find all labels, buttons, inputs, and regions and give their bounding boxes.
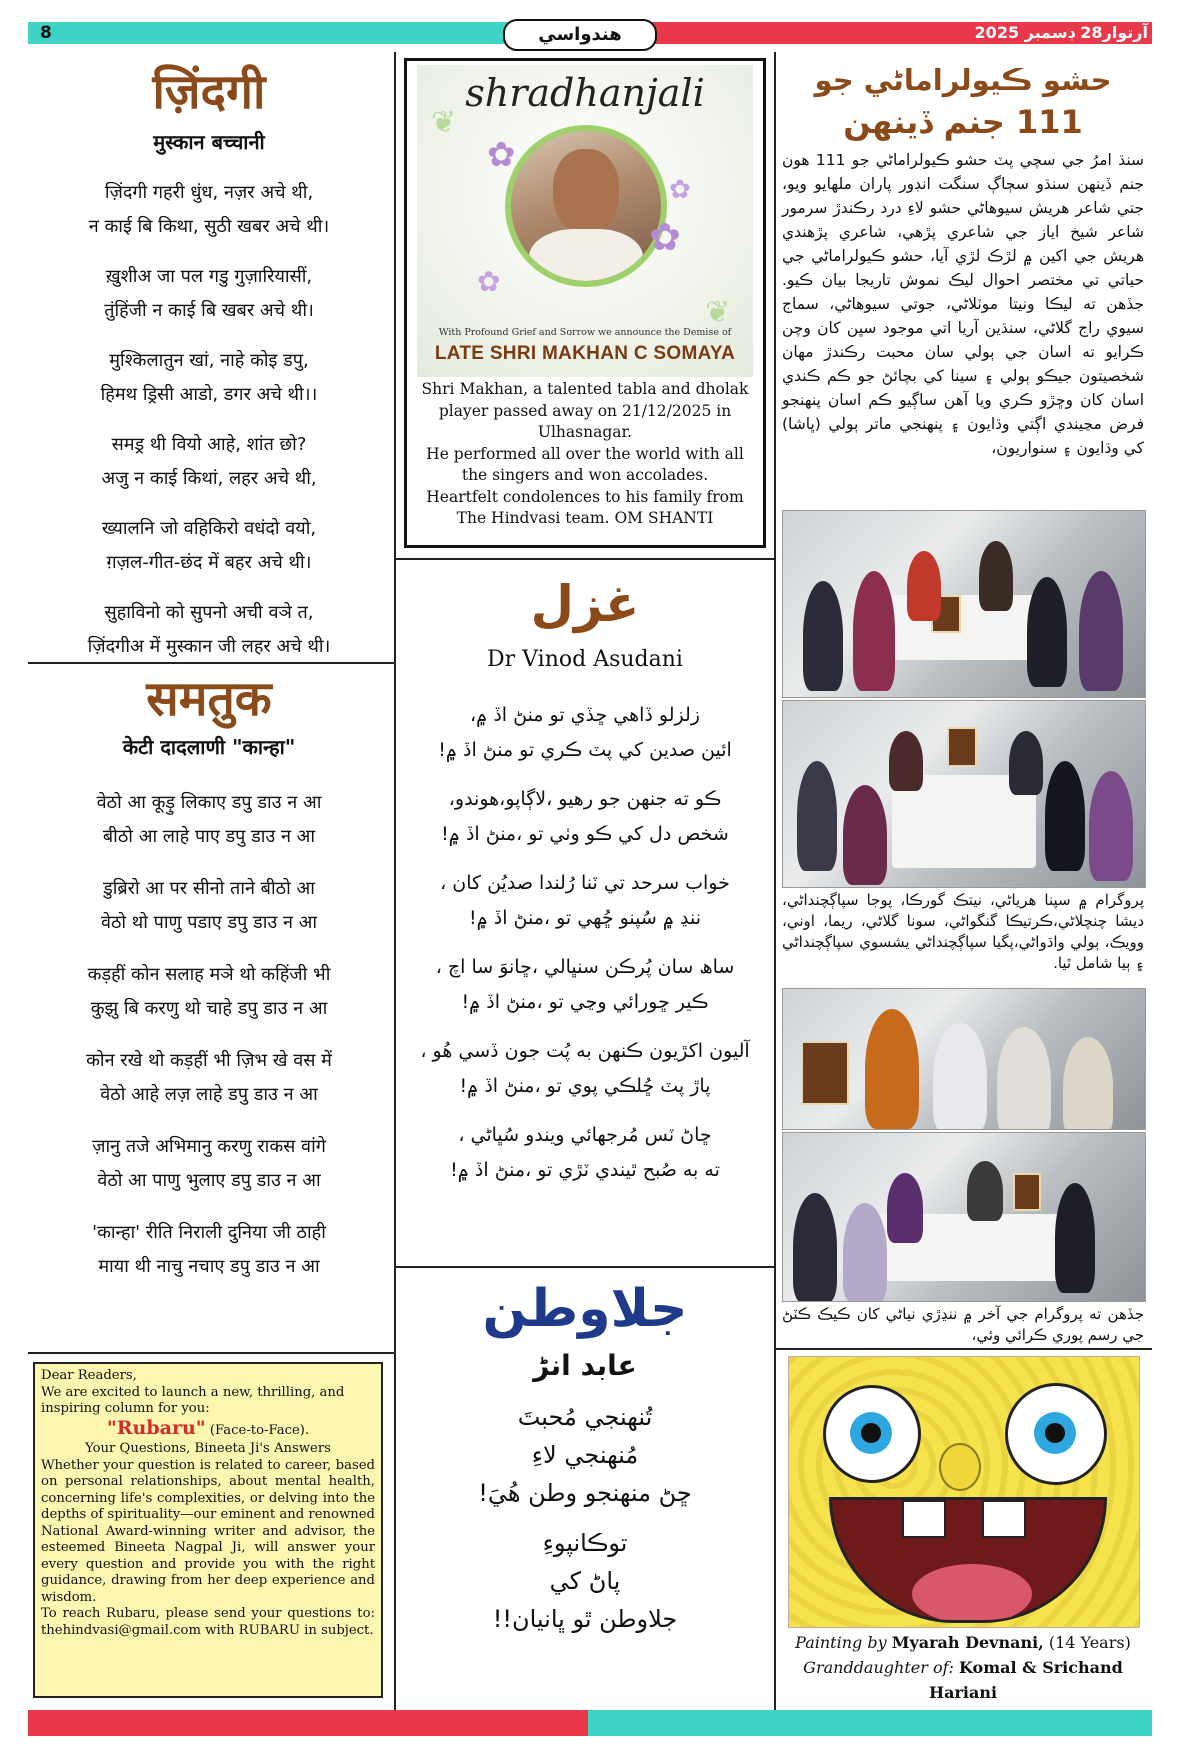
zindagi-stanza	[28, 428, 390, 496]
ghazal-couplet	[400, 698, 770, 768]
granddaughter-label: Granddaughter of:	[803, 1658, 954, 1677]
jalawatan-line: توڪانپوءِ	[542, 1529, 628, 1557]
ghazal-line: ته به صُبح ٿيندي ٽڙي تو ،منڻ اڏ ۾!	[450, 1159, 720, 1181]
ghazal-line: پاڙ پٽ ڇُلڪي پوي تو ،منڻ اڏ ۾!	[459, 1075, 711, 1097]
samtuk-title: समतुक	[146, 671, 272, 727]
masthead	[503, 19, 657, 51]
leaf-icon: ❦	[431, 105, 457, 140]
jalawatan-poem	[400, 1398, 770, 1638]
shradhanjali-announce: With Profound Grief and Sorrow we announce the Demise of	[438, 327, 732, 338]
event-photo-3	[782, 988, 1146, 1130]
section-divider-right	[774, 1348, 1152, 1350]
rubaru-intro: We are excited to launch a new, thrilling, and inspiring column for you:	[41, 1384, 345, 1416]
jalawatan-title: جلاوطن	[482, 1279, 688, 1339]
zindagi-line: न काई बि किथा, सुठी खबर अचे थी।	[88, 216, 330, 237]
flower-icon: ✿	[487, 135, 516, 175]
zindagi-line: अजु न काई किथां, लहर अचे थी,	[101, 468, 317, 489]
rubaru-greeting: Dear Readers,	[41, 1368, 137, 1383]
event-photo-1	[782, 510, 1146, 698]
jalawatan-stanza	[400, 1398, 770, 1512]
masthead-text: هندواسي	[538, 24, 622, 45]
flower-icon: ✿	[477, 265, 501, 298]
event-photo-4	[782, 1132, 1146, 1302]
jalawatan-line: جلاوطن ٿو ڀانيان!!	[492, 1605, 678, 1633]
zindagi-line: ज़िंदगीअ में मुस्कान जी लहर अचे थी।	[87, 636, 331, 657]
ghazal-couplet	[400, 866, 770, 936]
ghazal-title: غزل	[530, 575, 640, 633]
spongebob-painting	[788, 1356, 1140, 1628]
grandparents-names: Komal & Srichand Hariani	[928, 1658, 1123, 1702]
zindagi-stanza	[28, 260, 390, 328]
samtuk-line: वेठो थो पाणु पडाए डपु डाउ न आ	[100, 912, 318, 933]
flower-icon: ✿	[649, 215, 681, 259]
samtuk-stanza	[28, 1044, 390, 1112]
zindagi-line: ख़ुशीअ जा पल गडु गुज़ारियासीं,	[105, 266, 313, 287]
zindagi-line: समड्र थी वियो आहे, शांत छो?	[111, 434, 307, 455]
ghazal-line: ننڍ ۾ سُپنو ڇُهي تو ،منڻ اڏ ۾!	[468, 907, 702, 929]
rubaru-heading	[41, 1416, 375, 1440]
ghazal-line: آليون اکڙيون ڪنهن به پُت جون ڏسي هُو ،	[420, 1040, 750, 1062]
zindagi-stanza	[28, 176, 390, 244]
footer-bar-red	[28, 1710, 588, 1736]
jalawatan-author: عابد انڑ	[533, 1349, 637, 1382]
ghazal-couplet	[400, 1034, 770, 1104]
portrait-shirt	[529, 229, 643, 287]
jalawatan-line: پاڻ کي	[549, 1567, 621, 1595]
portrait-face	[553, 149, 619, 233]
article-body: سنڌ امرُ جي سچي پٽ حشو ڪيولراماڻي جو 111 هون جنم ڏينهن سنڌو سڄاڳ سنگت انڊور پاران ملهايو ويو، جتي شاعر هريش سيوهاڻي حشو لاءِ درد رڪندڙ سرمور شاعر شيخ اياز جي شاعري پڙهي، شاعري پڙهندي هريش جي اکين ۾ لڙڪ لڙي آيا، حشو ڪيولراماڻي جي حياتي تي مختصر احوال ليڪ نموش تاريجا بيان ڪيو. جڏهن ته ليڪا ونيتا موٽلاڻي، جوتي سيوهاڻي، سماج سيوي راج گلاڻي، سنڌين آريا اتي موجود سڀن کان وچن ڪرايو ته اسان جي ٻولي سان محبت رڪندڙ مهان شخصيتون جيڪو ٻولي ۽ سينا کي بچائڻ جو ڪم ڪندي اسان کان وڇڙو ڪري ويا آهن ساڳيو ڪم اسان پنهنجو فرض مڃيندي اڳتي وڌايون ۽ پنهنجي ماتر ٻولي (ڀاشا) کي وڌايون ۽ سنواريون،	[782, 151, 1144, 457]
samtuk-stanza	[28, 1130, 390, 1198]
samtuk-line: ज़ानु तजे अभिमानु करणु राकस वांगे	[92, 1136, 326, 1157]
samtuk-line: डुब्रिरो आ पर सीनो ताने बीठो आ	[103, 878, 315, 899]
deceased-name: LATE SHRI MAKHAN C SOMAYA	[434, 343, 736, 364]
section-divider-mid-2	[394, 1266, 774, 1268]
painting-nose	[939, 1443, 981, 1491]
section-divider-mid-1	[394, 558, 774, 560]
zindagi-section	[28, 60, 390, 680]
ghazal-couplet	[400, 1118, 770, 1188]
jalawatan-line: مُنهنجي لاءِ	[531, 1441, 639, 1469]
jalawatan-stanza	[400, 1524, 770, 1638]
ghazal-author: Dr Vinod Asudani	[487, 647, 683, 672]
samtuk-line: कड़हीं कोन सलाह मञे थो कहिंजी भी	[87, 964, 331, 985]
zindagi-line: मुश्किलातुन खां, नाहे कोइ डपु,	[109, 350, 309, 371]
rubaru-box	[33, 1362, 383, 1698]
samtuk-stanza	[28, 786, 390, 854]
page-number: 8	[40, 23, 52, 43]
ghazal-line: ساھ سان پُرڪن سنڀالي ،ڇانوَ سا اچ ،	[435, 956, 735, 978]
rubaru-contact: To reach Rubaru, please send your questions to: thehindvasi@gmail.com with RUBARU in subject.	[41, 1606, 375, 1638]
samtuk-stanza	[28, 872, 390, 940]
samtuk-line: कोन रखे थो कड़हीं भी ज़िभ खे वस में	[86, 1050, 332, 1071]
photo-caption-2: جڏهن ته پروگرام جي آخر ۾ ننڍڙي نياڻي کان ڪيڪ ڪٽڻ جي رسم پوري ڪرائي وئي،	[782, 1305, 1144, 1344]
zindagi-line: ग़ज़ल-गीत-छंद में बहर अचे थी।	[106, 552, 312, 573]
issue-date: آرتوار28 ڊسمبر 2025	[974, 23, 1148, 42]
shradhanjali-line: He performed all over the world with all the singers and won accolades.	[426, 444, 744, 484]
ghazal-section	[400, 566, 770, 1202]
zindagi-stanza	[28, 512, 390, 580]
samtuk-line: 'कान्हा' रीति निराली दुनिया जी ठाही	[92, 1222, 326, 1243]
zindagi-title: ज़िंदगी	[152, 64, 266, 120]
flower-icon: ✿	[669, 175, 691, 205]
samtuk-author: केटी दादलाणी "कान्हा"	[122, 735, 296, 759]
samtuk-stanza	[28, 958, 390, 1026]
jalawatan-line: ڇڻ منهنجو وطن هُيَ!	[478, 1479, 692, 1507]
painting-artist: Myarah Devnani,	[891, 1633, 1044, 1652]
rubaru-body: Whether your question is related to career, based on personal relationships, about mental health, concerning life's complexities, or delving into the depths of spirituality—our eminent and renowned National Award-winning writer and advisor, the esteemed Bineeta Nagpal Ji, will answer your every question and provide you with the right guidance, drawing from her deep experience and wisdom.	[41, 1457, 375, 1605]
painting-age: (14 Years)	[1048, 1633, 1131, 1652]
article-title-line1: حشو ڪيولراماڻي جو	[814, 63, 1112, 97]
footer-bar-teal	[588, 1710, 1152, 1736]
painting-credit-line1	[782, 1630, 1144, 1655]
samtuk-line: वेठो आ पाणु भुलाए डपु डाउ न आ	[97, 1170, 321, 1191]
rubaru-tagline: Your Questions, Bineeta Ji's Answers	[85, 1441, 331, 1456]
shradhanjali-text	[413, 379, 757, 530]
ghazal-line: زلزلو ڏاهي ڇڏي تو منڻ اڏ ۾،	[470, 704, 700, 726]
ghazal-line: ڪو ته جنهن جو رهيو ،لاڳاپو،هوندو،	[448, 788, 722, 810]
samtuk-line: माया थी नाचु नचाए डपु डाउ न आ	[98, 1256, 320, 1277]
rubaru-name-sub: (Face-to-Face).	[209, 1422, 310, 1438]
zindagi-line: ज़िंदगी गहरी धुंध, नज़र अचे थी,	[104, 182, 314, 203]
portrait-wreath	[505, 125, 667, 287]
zindagi-line: हिमथ ड्रिसी आडो, डगर अचे थी।।	[100, 384, 318, 405]
shradhanjali-line: Shri Makhan, a talented tabla and dholak player passed away on 21/12/2025 in Ulhasnagar.	[421, 380, 749, 441]
painting-credit-line2	[782, 1655, 1144, 1705]
section-divider-left-2	[28, 1352, 394, 1354]
article-section	[782, 60, 1144, 460]
samtuk-section	[28, 668, 390, 1302]
section-divider-left-1	[28, 662, 394, 664]
zindagi-author: मुस्कान बच्चानी	[153, 130, 265, 154]
column-divider-1	[394, 52, 396, 1710]
samtuk-line: वेठो आहे लज़ लाहे डपु डाउ न आ	[100, 1084, 318, 1105]
ghazal-couplet	[400, 950, 770, 1020]
zindagi-poem	[28, 176, 390, 664]
samtuk-poem	[28, 786, 390, 1284]
zindagi-line: तुंहिंजी न काई बि खबर अचे थी।	[104, 300, 314, 321]
article-title-line2: 111 جنم ڏينهن	[843, 103, 1083, 141]
ghazal-poem	[400, 698, 770, 1188]
ghazal-line: شخص دل کي ڪو وٺي تو ،منڻ اڏ ۾!	[441, 823, 729, 845]
shradhanjali-card	[404, 58, 766, 548]
ghazal-line: ڇاڻ ٽس مُرجهائي ويندو سُڀاڻي ،	[458, 1124, 712, 1146]
ghazal-line: خواب سرحد تي ٽنا رُلندا صديُن کان ،	[440, 872, 730, 894]
zindagi-stanza	[28, 344, 390, 412]
shradhanjali-line: Heartfelt condolences to his family from The Hindvasi team. OM SHANTI	[426, 487, 744, 527]
ghazal-line: ائين صدين کي پٽ ڪري تو منڻ اڏ ۾!	[438, 739, 732, 761]
photo-caption-1: پروگرام ۾ سپنا هرياڻي، نيتڪ گورڪا، پوجا سپاڳچنداڻي، ديشا چنچلاڻي،ڪرتيڪا گنگواڻي، سونا گلاڻي، ريما، اوني، وويڪ، ٻولي واڌواڻي،پگيا سپاڳچنداڻي يشسوي سپاڳچنداڻي ۽ ٻيا شامل ٿيا.	[782, 891, 1144, 972]
zindagi-stanza	[28, 596, 390, 664]
samtuk-line: बीठो आ लाहे पाए डपु डाउ न आ	[102, 826, 316, 847]
leaf-icon: ❦	[705, 295, 731, 330]
samtuk-stanza	[28, 1216, 390, 1284]
rubaru-name: "Rubaru"	[106, 1416, 206, 1439]
painting-eye-right	[1005, 1383, 1107, 1485]
samtuk-line: कुझु बि करणु थो चाहे डपु डाउ न आ	[90, 998, 328, 1019]
event-photo-2	[782, 700, 1146, 888]
jalawatan-line: تُنهنجي مُحبتَ	[517, 1403, 653, 1431]
ghazal-couplet	[400, 782, 770, 852]
shradhanjali-title: shradhanjali	[465, 71, 705, 115]
shradhanjali-banner	[417, 65, 753, 377]
painting-eye-left	[823, 1385, 921, 1483]
column-divider-2	[774, 52, 776, 1710]
samtuk-line: वेठो आ कूड़ु लिकाए डपु डाउ न आ	[96, 792, 322, 813]
ghazal-line: ڪير ڇورائي وڃي تو ،منڻ اڏ ۾!	[461, 991, 709, 1013]
painting-label: Painting by	[795, 1633, 887, 1652]
jalawatan-section	[400, 1274, 770, 1650]
zindagi-line: ख्यालनि जो वहिकिरो वधंदो वयो,	[101, 518, 317, 539]
zindagi-line: सुहाविनो को सुपनो अची वञे त,	[104, 602, 314, 623]
